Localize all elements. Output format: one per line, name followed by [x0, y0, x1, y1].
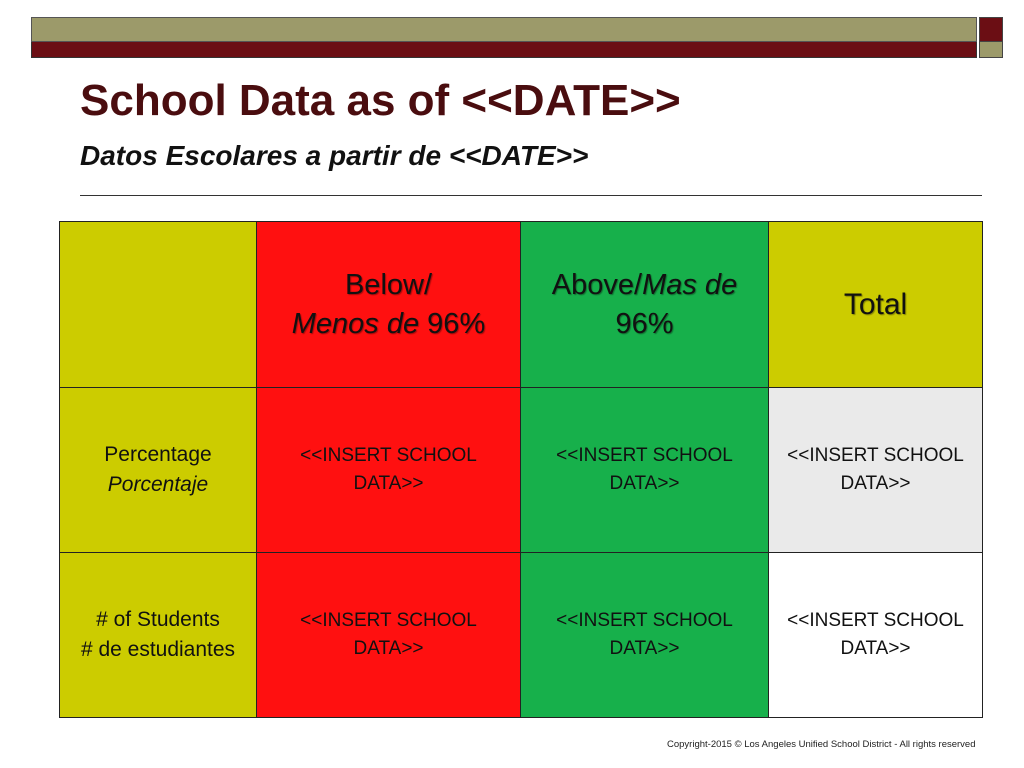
row-label-students	[60, 553, 257, 718]
header-above-percent: 96%	[615, 307, 674, 340]
row-label-es: # de estudiantes	[80, 638, 236, 661]
header-below-line1: Below/	[344, 268, 433, 301]
row-label-en: # of Students	[96, 607, 220, 631]
percentage-total-cell: <<INSERT SCHOOL DATA>>	[769, 388, 983, 553]
header-above-italic: Mas de	[642, 268, 738, 301]
table-header-row	[60, 222, 983, 388]
header-above-line1: Above/	[551, 268, 643, 301]
corner-square-maroon	[979, 17, 1003, 42]
row-label-es: Porcentaje	[107, 473, 209, 496]
header-bar-maroon	[31, 42, 977, 58]
students-below-cell: <<INSERT SCHOOL DATA>>	[257, 553, 521, 718]
school-data-table	[59, 221, 983, 718]
header-bar-olive	[31, 17, 977, 42]
header-total: Total	[769, 222, 983, 388]
slide-title: School Data as of <<DATE>>	[80, 76, 681, 125]
table-row	[60, 553, 983, 718]
header-below	[257, 222, 521, 388]
title-divider	[80, 195, 982, 196]
header-below-italic: Menos de	[291, 307, 420, 340]
corner-square-olive	[979, 42, 1003, 58]
students-total-cell: <<INSERT SCHOOL DATA>>	[769, 553, 983, 718]
header-empty-cell	[60, 222, 257, 388]
copyright-footer: Copyright-2015 © Los Angeles Unified School District - All rights reserved	[667, 739, 976, 750]
slide-subtitle: Datos Escolares a partir de <<DATE>>	[80, 140, 589, 171]
students-above-cell: <<INSERT SCHOOL DATA>>	[521, 553, 769, 718]
row-label-en: Percentage	[104, 442, 212, 466]
percentage-below-cell: <<INSERT SCHOOL DATA>>	[257, 388, 521, 553]
row-label-percentage	[60, 388, 257, 553]
header-above	[521, 222, 769, 388]
header-below-percent: 96%	[419, 307, 486, 340]
table-row	[60, 388, 983, 553]
percentage-above-cell: <<INSERT SCHOOL DATA>>	[521, 388, 769, 553]
